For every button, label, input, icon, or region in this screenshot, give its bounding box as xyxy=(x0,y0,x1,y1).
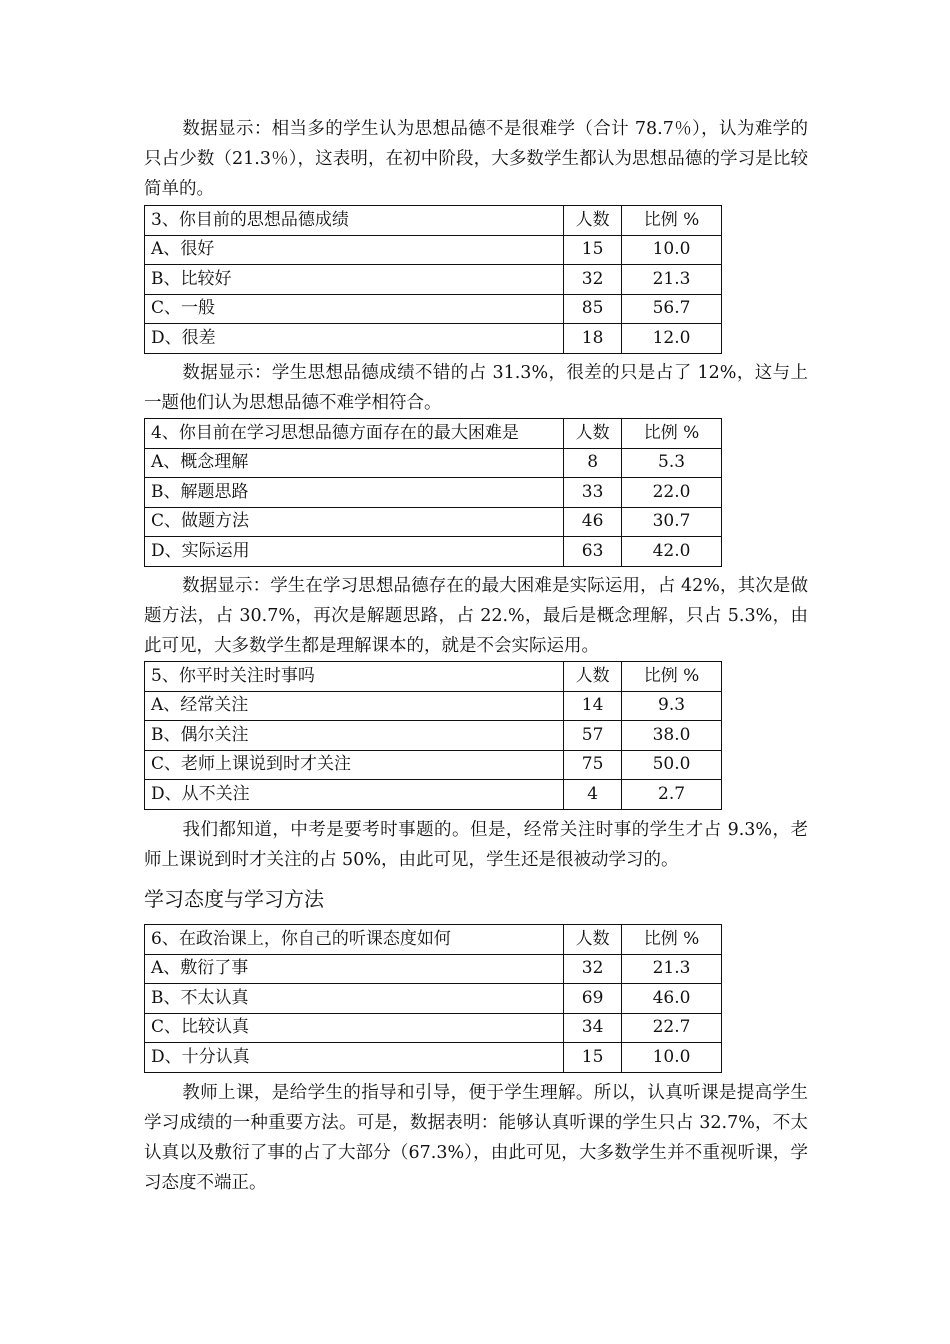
count-cell: 18 xyxy=(564,324,622,354)
ratio-cell: 30.7 xyxy=(622,507,722,537)
table-row xyxy=(145,537,722,567)
ratio-cell: 56.7 xyxy=(622,294,722,324)
table-row xyxy=(145,721,722,751)
ratio-header: 比例 % xyxy=(622,662,722,692)
analysis-paragraph xyxy=(144,358,808,418)
ratio-cell: 12.0 xyxy=(622,324,722,354)
ratio-cell: 22.7 xyxy=(622,1013,722,1043)
count-header: 人数 xyxy=(564,925,622,955)
option-cell: A、很好 xyxy=(145,235,564,265)
ratio-cell: 22.0 xyxy=(622,478,722,508)
table-row xyxy=(145,265,722,295)
survey-table-q4 xyxy=(144,418,722,567)
table-header-row xyxy=(145,925,722,955)
table-row xyxy=(145,1043,722,1073)
ratio-header: 比例 % xyxy=(622,419,722,449)
option-cell: C、做题方法 xyxy=(145,507,564,537)
ratio-header: 比例 % xyxy=(622,925,722,955)
option-cell: A、概念理解 xyxy=(145,448,564,478)
option-cell: D、实际运用 xyxy=(145,537,564,567)
option-cell: B、比较好 xyxy=(145,265,564,295)
table-row xyxy=(145,984,722,1014)
table-row xyxy=(145,324,722,354)
count-cell: 4 xyxy=(564,780,622,810)
ratio-cell: 21.3 xyxy=(622,265,722,295)
table-header-row xyxy=(145,206,722,236)
question-cell: 3、你目前的思想品德成绩 xyxy=(145,206,564,236)
count-cell: 69 xyxy=(564,984,622,1014)
table-row xyxy=(145,507,722,537)
option-cell: A、敷衍了事 xyxy=(145,954,564,984)
count-header: 人数 xyxy=(564,206,622,236)
ratio-cell: 5.3 xyxy=(622,448,722,478)
option-cell: B、解题思路 xyxy=(145,478,564,508)
count-cell: 32 xyxy=(564,954,622,984)
analysis-paragraph xyxy=(144,1078,808,1198)
table-row xyxy=(145,954,722,984)
ratio-cell: 42.0 xyxy=(622,537,722,567)
count-cell: 34 xyxy=(564,1013,622,1043)
analysis-paragraph xyxy=(144,571,808,661)
paragraph-text: 数据显示：学生在学习思想品德存在的最大困难是实际运用，占 42%，其次是做题方法，占 30.7%，再次是解题思路，占 22.%，最后是概念理解，只占 5.3%，由此可见，大多数学生都是理解课本的，就是不会实际运用。 xyxy=(144,576,808,656)
question-cell: 6、在政治课上，你自己的听课态度如何 xyxy=(145,925,564,955)
count-cell: 15 xyxy=(564,1043,622,1073)
table-row xyxy=(145,691,722,721)
survey-table-q6 xyxy=(144,924,722,1073)
ratio-header: 比例 % xyxy=(622,206,722,236)
ratio-cell: 9.3 xyxy=(622,691,722,721)
survey-table-q3 xyxy=(144,205,722,354)
count-cell: 8 xyxy=(564,448,622,478)
survey-table-q5 xyxy=(144,661,722,810)
option-cell: B、不太认真 xyxy=(145,984,564,1014)
count-cell: 33 xyxy=(564,478,622,508)
ratio-cell: 10.0 xyxy=(622,1043,722,1073)
ratio-cell: 10.0 xyxy=(622,235,722,265)
option-cell: D、从不关注 xyxy=(145,780,564,810)
section-heading: 学习态度与学习方法 xyxy=(144,887,324,911)
table-row xyxy=(145,448,722,478)
table-row xyxy=(145,294,722,324)
count-header: 人数 xyxy=(564,419,622,449)
paragraph-text: 数据显示：相当多的学生认为思想品德不是很难学（合计 78.7％），认为难学的只占少数（21.3％），这表明，在初中阶段，大多数学生都认为思想品德的学习是比较简单的。 xyxy=(144,119,808,199)
count-cell: 32 xyxy=(564,265,622,295)
option-cell: C、老师上课说到时才关注 xyxy=(145,750,564,780)
table-row xyxy=(145,750,722,780)
count-cell: 57 xyxy=(564,721,622,751)
option-cell: D、十分认真 xyxy=(145,1043,564,1073)
ratio-cell: 50.0 xyxy=(622,750,722,780)
table-header-row xyxy=(145,419,722,449)
ratio-cell: 2.7 xyxy=(622,780,722,810)
paragraph-text: 我们都知道，中考是要考时事题的。但是，经常关注时事的学生才占 9.3%，老师上课说到时才关注的占 50%，由此可见，学生还是很被动学习的。 xyxy=(144,820,808,870)
ratio-cell: 38.0 xyxy=(622,721,722,751)
count-header: 人数 xyxy=(564,662,622,692)
table-header-row xyxy=(145,662,722,692)
count-cell: 63 xyxy=(564,537,622,567)
ratio-cell: 21.3 xyxy=(622,954,722,984)
table-row xyxy=(145,478,722,508)
ratio-cell: 46.0 xyxy=(622,984,722,1014)
paragraph-text: 教师上课，是给学生的指导和引导，便于学生理解。所以，认真听课是提高学生学习成绩的一种重要方法。可是，数据表明：能够认真听课的学生只占 32.7%，不太认真以及敷衍了事的占了大部分（67.3%），由此可见，大多数学生并不重视听课，学习态度不端正。 xyxy=(144,1083,808,1193)
option-cell: A、经常关注 xyxy=(145,691,564,721)
table-row xyxy=(145,235,722,265)
option-cell: B、偶尔关注 xyxy=(145,721,564,751)
analysis-paragraph xyxy=(144,114,808,204)
count-cell: 85 xyxy=(564,294,622,324)
option-cell: C、一般 xyxy=(145,294,564,324)
question-cell: 5、你平时关注时事吗 xyxy=(145,662,564,692)
question-cell: 4、你目前在学习思想品德方面存在的最大困难是 xyxy=(145,419,564,449)
option-cell: D、很差 xyxy=(145,324,564,354)
paragraph-text: 数据显示：学生思想品德成绩不错的占 31.3%，很差的只是占了 12%，这与上一题他们认为思想品德不难学相符合。 xyxy=(144,363,808,413)
table-row xyxy=(145,1013,722,1043)
count-cell: 14 xyxy=(564,691,622,721)
count-cell: 46 xyxy=(564,507,622,537)
count-cell: 75 xyxy=(564,750,622,780)
analysis-paragraph xyxy=(144,815,808,875)
count-cell: 15 xyxy=(564,235,622,265)
table-row xyxy=(145,780,722,810)
option-cell: C、比较认真 xyxy=(145,1013,564,1043)
